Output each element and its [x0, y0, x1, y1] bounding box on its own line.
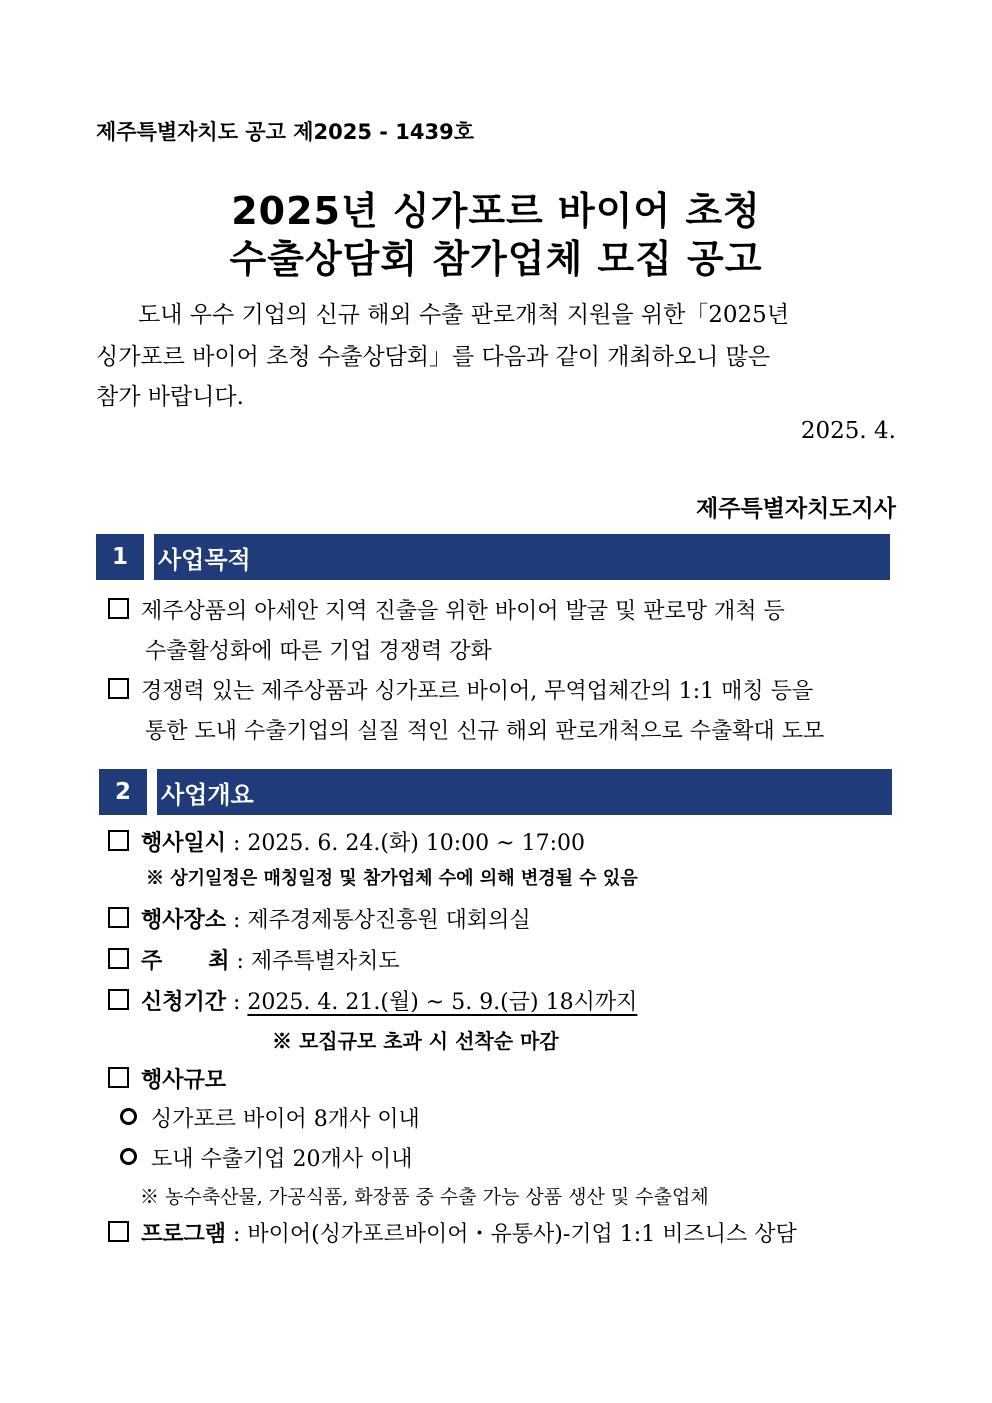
scale-item: 싱가포르 바이어 8개사 이내: [120, 1102, 420, 1133]
intro-line-2: 싱가포르 바이어 초청 수출상담회」를 다음과 같이 개최하오니 많은: [96, 344, 771, 370]
checkbox-icon: [108, 830, 129, 851]
application-note: ※ 모집규모 초과 시 선착순 마감: [272, 1029, 559, 1053]
host-row: 주 최 : 제주특별자치도: [108, 944, 400, 975]
title-line-2: 수출상담회 참가업체 모집 공고: [229, 237, 763, 281]
application-period-row: 신청기간 : 2025. 4. 21.(월) ~ 5. 9.(금) 18시까지: [108, 985, 637, 1016]
circle-bullet-icon: [120, 1148, 137, 1165]
signer: 제주특별자치도지사: [696, 495, 896, 522]
section-2-header: [99, 769, 892, 815]
checkbox-icon: [108, 1221, 129, 1242]
intro-line-1: 도내 우수 기업의 신규 해외 수출 판로개척 지원을 위한「2025년: [138, 302, 790, 328]
checkbox-icon: [108, 989, 129, 1010]
section-title: 사업개요: [157, 769, 892, 815]
section-title: 사업목적: [154, 534, 890, 580]
event-date-note: ※ 상기일정은 매칭일정 및 참가업체 수에 의해 변경될 수 있음: [146, 868, 638, 889]
section-1-header: [96, 534, 890, 580]
venue-row: 행사장소 : 제주경제통상진흥원 대회의실: [108, 903, 531, 934]
intro-line-3: 참가 바랍니다.: [96, 384, 244, 410]
checkbox-icon: [108, 907, 129, 928]
notice-number: 제주특별자치도 공고 제2025 - 1439호: [96, 120, 474, 144]
checkbox-icon: [108, 678, 129, 699]
program-row: 프로그램 : 바이어(싱가포르바이어・유통사)-기업 1:1 비즈니스 상담: [108, 1217, 797, 1248]
circle-bullet-icon: [120, 1108, 137, 1125]
section-number: 2: [99, 769, 147, 815]
section-number: 1: [96, 534, 144, 580]
list-item: 제주상품의 아세안 지역 진출을 위한 바이어 발굴 및 판로망 개척 등: [108, 594, 785, 625]
event-date-row: 행사일시 : 2025. 6. 24.(화) 10:00 ~ 17:00: [108, 826, 585, 857]
notice-date: 2025. 4.: [800, 418, 896, 444]
title-line-1: 2025년 싱가포르 바이어 초청: [231, 189, 761, 233]
list-item: 경쟁력 있는 제주상품과 싱가포르 바이어, 무역업체간의 1:1 매칭 등을: [108, 674, 813, 705]
list-item-continued: 통한 도내 수출기업의 실질 적인 신규 해외 판로개척으로 수출확대 도모: [145, 719, 825, 744]
list-item-continued: 수출활성화에 따른 기업 경쟁력 강화: [145, 639, 492, 664]
scale-row: 행사규모: [108, 1063, 226, 1094]
scale-item: 도내 수출기업 20개사 이내: [120, 1142, 413, 1173]
scale-note: ※ 농수축산물, 가공식품, 화장품 중 수출 가능 상품 생산 및 수출업체: [140, 1186, 709, 1208]
checkbox-icon: [108, 1067, 129, 1088]
checkbox-icon: [108, 948, 129, 969]
checkbox-icon: [108, 598, 129, 619]
